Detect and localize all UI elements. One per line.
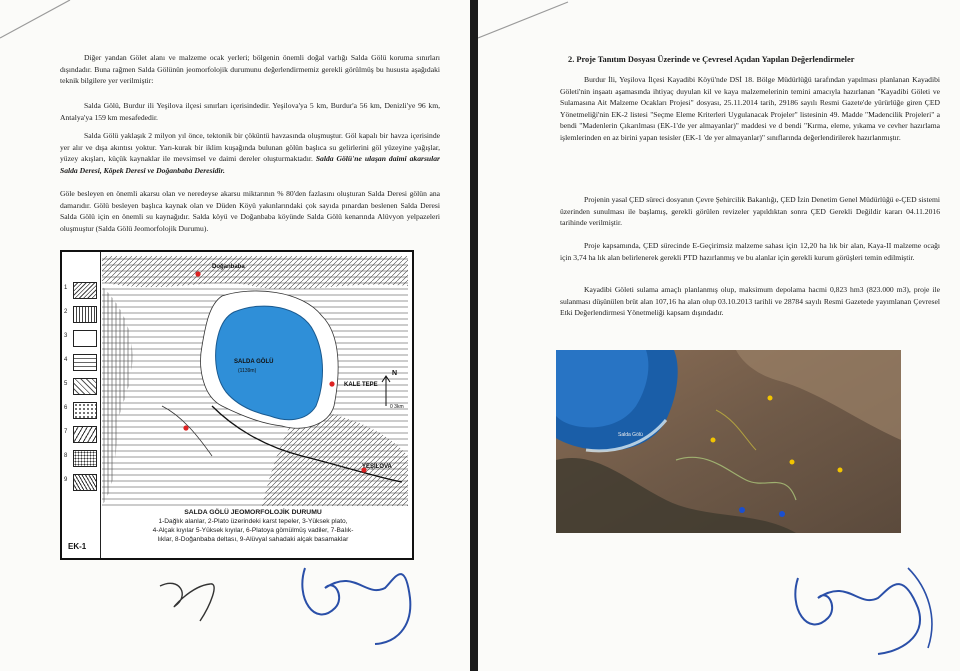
- page-fold-mark: [478, 0, 598, 40]
- map-caption-line: lıklar, 8-Doğanbaba deltası, 9-Alüvyal sahadaki alçak basamaklar: [157, 536, 349, 543]
- legend-item: 7: [64, 426, 98, 444]
- north-arrow-label: N: [392, 370, 398, 377]
- geomorphology-map: [60, 250, 414, 560]
- paragraph-project-intro: Burdur İli, Yeşilova İlçesi Kayadibi Köyü'nde DSİ 18. Bölge Müdürlüğü tarafından yapılması planlanan Kayadibi Göleti'nin inşaatı aşamasında ihtiyaç duyulan kil ve kaya malzemelerinin temini amacıyla hazırlanan "Kayadibi Göleti ve Sulamasına Ait Malzeme Ocakları Projesi" dosyası, 25.11.2014 tarih, 29186 sayılı Resmi Gazete'de yürürlüğe giren ÇED Yönetmeliği'nin EK-2 listesi "Seçme Eleme Kriterleri Uygulanacak Projeler" listesinin 49. Madde "Madencilik Projeleri" a bendi "Madenlerin Çıkarılması (EK-1'de yer almayanlar)" maddesi ve d bendi "Kırma, eleme, yıkama ve cevher hazırlama işlemlerinden en az birini yapan tesisler (EK-1 'de yer almayanlar)" sınıflarında değerlendirilerek hazırlanmıştır.: [560, 75, 940, 142]
- document-page-right: [478, 0, 960, 671]
- lake-label: SALDA GÖLÜ: [234, 359, 274, 365]
- paragraph-location: Salda Gölü, Burdur ili Yeşilova ilçesi sınırları içerisindedir. Yeşilova'ya 5 km, Burdur'a 56 km, Denizli'ye 96 km, Antalya'ya 159 km mesafededir.: [60, 101, 440, 122]
- paragraph-ced-process: Projenin yasal ÇED süreci dosyanın Çevre Şehircilik Bakanlığı, ÇED İzin Denetim Genel Müdürlüğü e-ÇED sistemi üzerinden sunulması ile başlamış, gerekli görülen revizeler yapıldıktan sonra ÇED Gerekli Değildir kararı 04.11.2016 tarihinde verilmiştir.: [560, 195, 940, 228]
- legend-item: 8: [64, 450, 98, 468]
- paragraph-scope: Proje kapsamında, ÇED sürecinde E-Geçirimsiz malzeme sahası için 12,20 ha lık bir alan, Kaya-II malzeme ocağı için 3,74 ha lık alan belirlenerek gerekli PTD hazırlanmış ve bu alanlar için gerekli kurum görüşleri temin edilmiştir.: [560, 241, 940, 262]
- legend-item: 3: [64, 330, 98, 348]
- ek-1-label: EK-1: [68, 542, 87, 551]
- signature-blue: [285, 548, 435, 648]
- legend-item: 6: [64, 402, 98, 420]
- scale-label: 0 3km: [390, 404, 404, 410]
- document-page-left: [0, 0, 470, 671]
- section-heading: 2. Proje Tanıtım Dosyası Üzerinde ve Çevresel Açıdan Yapılan Değerlendirmeler: [568, 55, 855, 64]
- map-legend: [62, 252, 101, 558]
- signature-blue: [778, 548, 948, 658]
- page-fold-mark: [0, 0, 120, 40]
- legend-item: 4: [64, 354, 98, 372]
- map-caption-line: 4-Alçak kıyılar 5-Yüksek kıyılar, 6-Platoya gömülmüş vadiler, 7-Balık-: [152, 527, 354, 534]
- legend-item: 5: [64, 378, 98, 396]
- map-caption: [104, 508, 402, 544]
- paragraph-salda-deresi: Göle besleyen en önemli akarsu olan ve neredeyse akarsu miktarının % 80'den fazlasını oluşturan Salda Deresi gölün ana damarıdır. Gölü besleyen başlıca kaynak olan ve Düden Köyü yakınlarındaki çok sayıda pınardan beslenen Salda Deresi Salda Gölü için en önemli su kaynağıdır. Salda köyü ve Doğanbaba köyünde Salda Gölü kenarında Alüvyon yelpazeleri oluşmuştur (Salda Gölü Jeomorfolojik Durumu).: [60, 189, 440, 233]
- place-yesilova: YEŞİLOVA: [362, 464, 392, 470]
- formation-text: Salda Gölü yaklaşık 2 milyon yıl önce, tektonik bir çöküntü havzasında oluşmuştur. Göl kapalı bir havza içerisinde yer alır ve dışa akıntısı yoktur. Yarı-kurak bir iklim kuşağında bulunan gölün başlıca su gelirlerini göl yüzeyine yağışlar, yüzey akışları, küçük kaynaklar ile mevsimsel ve daimi dereler oluşturmaktadır.: [60, 131, 440, 164]
- legend-item: 1: [64, 282, 98, 300]
- lake-elevation: (1139m): [238, 368, 257, 374]
- map-caption-title: SALDA GÖLÜ JEOMORFOLOJİK DURUMU: [184, 509, 322, 516]
- satellite-image: [556, 350, 901, 533]
- photo-lake-label: Salda Gölü: [618, 432, 643, 438]
- signature-mark: [150, 566, 240, 626]
- legend-item: 9: [64, 474, 98, 492]
- place-doganbaba: Doğanbaba: [212, 264, 245, 270]
- place-kale-tepe: KALE TEPE: [344, 382, 378, 388]
- map-caption-line: 1-Dağlık alanlar, 2-Plato üzerindeki karst tepeler, 3-Yüksek plato,: [158, 518, 348, 525]
- legend-item: 2: [64, 306, 98, 324]
- paragraph-irrigation: Kayadibi Göleti sulama amaçlı planlanmış olup, maksimum depolama hacmi 0,823 hm3 (823.000 m3), proje ile sulanması düşünülen brüt alan 107,16 ha alan olup 03.10.2013 tarihli ve 28784 sayılı Resmi Gazetede yayımlanan Çevresel Etki Değerlendirmesi Yönetmeliği kapsam dışındadır.: [560, 285, 940, 318]
- satellite-drawing: [556, 350, 901, 533]
- paragraph-formation: [60, 130, 440, 176]
- paragraph-intro: Diğer yandan Gölet alanı ve malzeme ocak yerleri; bölgenin önemli doğal varlığı Salda Gölü koruma sınırları dışındadır. Buna rağmen Salda Gölünün jeomorfolojik durumunu değerlendirmemiz gerekli görülmüş bu hususta aşağıdaki teknik bilgilere yer verilmiştir:: [60, 53, 440, 86]
- rivers-highlight: Salda Gölü'ne ulaşan daimi akarsular Salda Deresi, Köpek Deresi ve Doğanbaba Deresidir.: [60, 154, 440, 175]
